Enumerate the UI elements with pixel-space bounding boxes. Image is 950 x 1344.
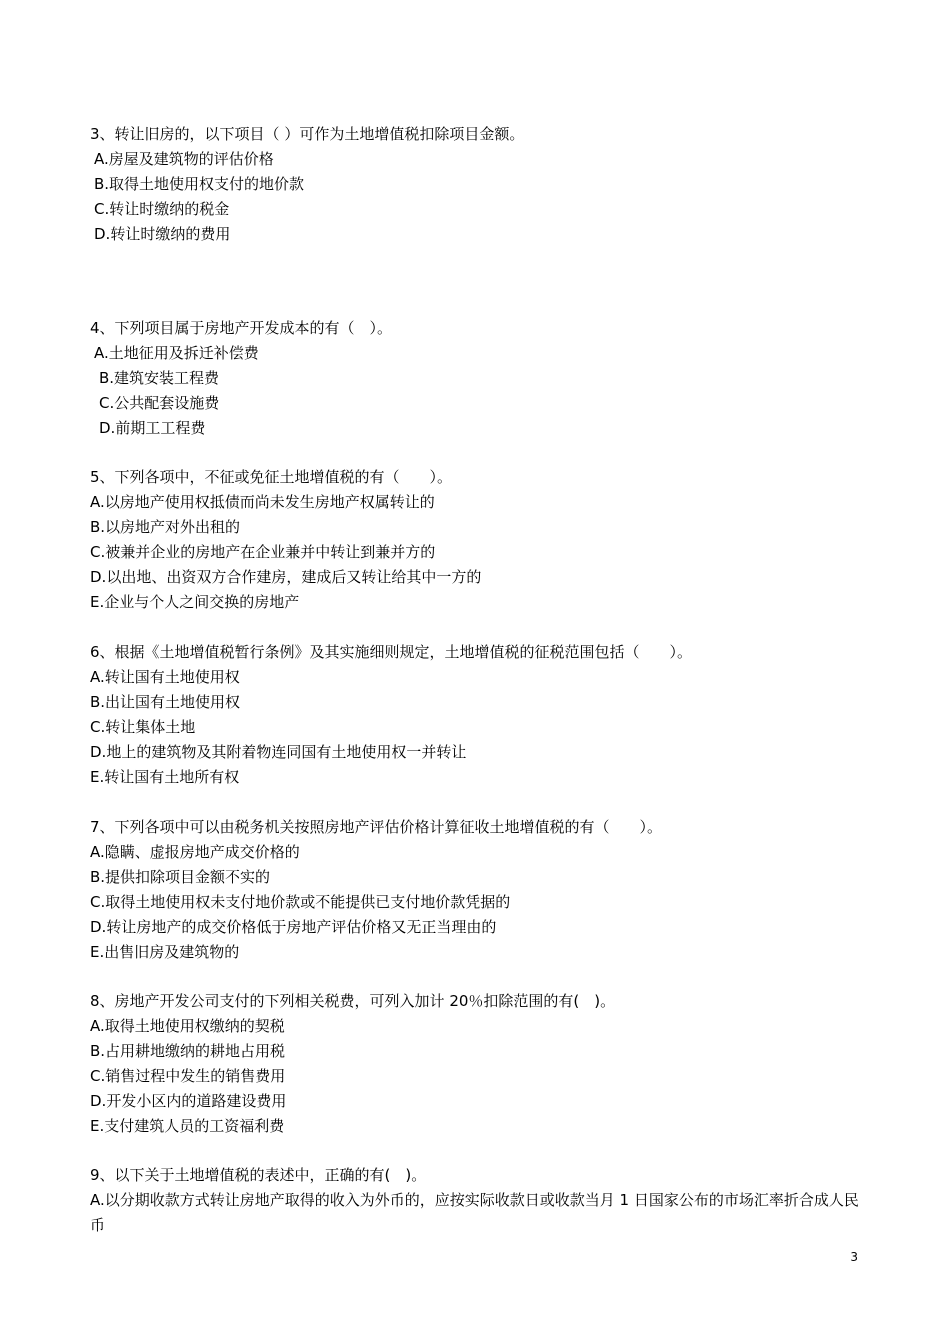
option-b: B.以房地产对外出租的 [90,518,241,536]
option-d: D.前期工工程费 [99,419,206,437]
question-stem: 9、以下关于土地增值税的表述中，正确的有( )。 [90,1166,427,1184]
option-d: D.转让时缴纳的费用 [94,225,231,243]
option-d: D.开发小区内的道路建设费用 [90,1092,287,1110]
page-number: 3 [850,1250,858,1264]
question-stem: 6、根据《土地增值税暂行条例》及其实施细则规定，土地增值税的征税范围包括（ ）。 [90,643,693,661]
option-c: C.取得土地使用权未支付地价款或不能提供已支付地价款凭据的 [90,893,511,911]
question-6 [90,640,870,790]
question-3 [90,122,870,247]
option-e: E.转让国有土地所有权 [90,768,240,786]
option-c: C.公共配套设施费 [99,394,220,412]
question-stem: 8、房地产开发公司支付的下列相关税费，可列入加计 20％扣除范围的有( )。 [90,992,616,1010]
question-9 [90,1163,870,1238]
option-c: C.转让时缴纳的税金 [94,200,230,218]
option-d: D.地上的建筑物及其附着物连同国有土地使用权一并转让 [90,743,467,761]
option-a: A.转让国有土地使用权 [90,668,240,686]
option-b: B.取得土地使用权支付的地价款 [94,175,305,193]
option-c: C.销售过程中发生的销售费用 [90,1067,286,1085]
question-5 [90,465,870,615]
option-c: C.被兼并企业的房地产在企业兼并中转让到兼并方的 [90,543,436,561]
option-d: D.以出地、出资双方合作建房，建成后又转让给其中一方的 [90,568,482,586]
question-4 [90,316,870,441]
option-a: A.取得土地使用权缴纳的契税 [90,1017,285,1035]
option-e: E.出售旧房及建筑物的 [90,943,240,961]
option-c: C.转让集体土地 [90,718,196,736]
question-stem: 3、转让旧房的，以下项目（ ）可作为土地增值税扣除项目金额。 [90,125,525,143]
question-stem: 5、下列各项中，不征或免征土地增值税的有（ ）。 [90,468,453,486]
option-d: D.转让房地产的成交价格低于房地产评估价格又无正当理由的 [90,918,497,936]
option-a: A.隐瞒、虚报房地产成交价格的 [90,843,300,861]
option-b: B.建筑安装工程费 [99,369,220,387]
option-b: B.占用耕地缴纳的耕地占用税 [90,1042,286,1060]
option-e: E.支付建筑人员的工资福利费 [90,1117,285,1135]
option-a: A.房屋及建筑物的评估价格 [94,150,274,168]
option-b: B.提供扣除项目金额不实的 [90,868,271,886]
question-stem: 7、下列各项中可以由税务机关按照房地产评估价格计算征收土地增值税的有（ ）。 [90,818,663,836]
question-8 [90,989,870,1139]
question-stem: 4、下列项目属于房地产开发成本的有（ ）。 [90,319,393,337]
option-a: A.以房地产使用权抵债而尚未发生房地产权属转让的 [90,493,435,511]
option-e: E.企业与个人之间交换的房地产 [90,593,300,611]
question-7 [90,815,870,965]
option-b: B.出让国有土地使用权 [90,693,241,711]
option-a: A.土地征用及拆迁补偿费 [94,344,259,362]
option-a: A.以分期收款方式转让房地产取得的收入为外币的，应按实际收款日或收款当月 1 日国家公布的市场汇率折合成人民币 [90,1191,859,1234]
